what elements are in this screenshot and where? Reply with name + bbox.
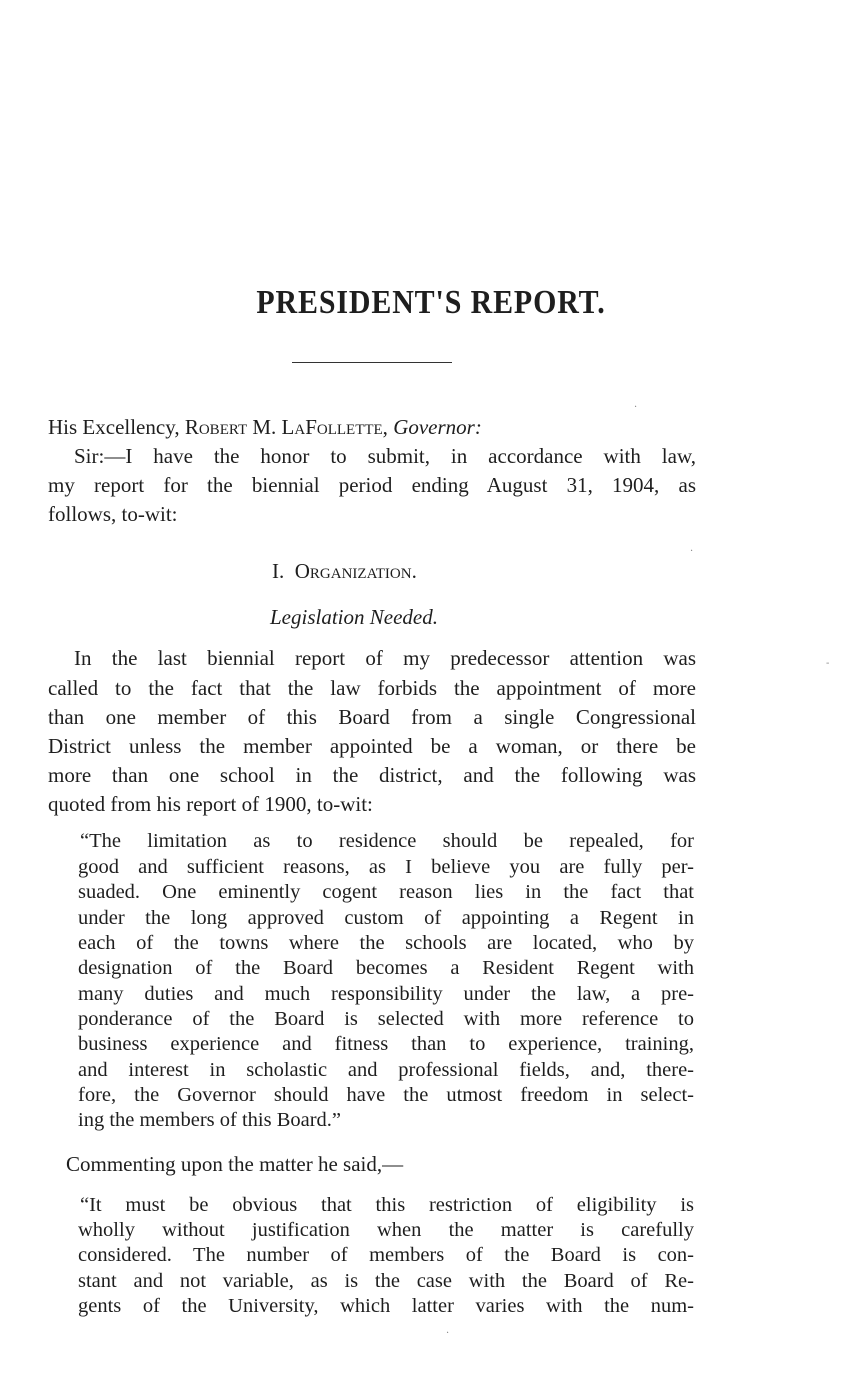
quote-line: designation of the Board becomes a Resident Regent with xyxy=(78,957,694,979)
section-title: Organization. xyxy=(294,559,417,583)
paragraph-line: called to the fact that the law forbids the appointment of more xyxy=(48,676,696,700)
quote-line: considered. The number of members of the Board is con- xyxy=(78,1244,694,1266)
title-rule xyxy=(292,362,452,363)
quote-line: fore, the Governor should have the utmost freedom in select- xyxy=(78,1084,694,1106)
salutation-prefix: His Excellency, xyxy=(48,415,180,439)
quote-line: and interest in scholastic and professional fields, and, there- xyxy=(78,1059,694,1081)
quote-line: each of the towns where the schools are located, who by xyxy=(78,932,694,954)
quote-line: many duties and much responsibility under the law, a pre- xyxy=(78,983,694,1005)
salutation xyxy=(48,414,482,440)
section-number: I. xyxy=(272,559,285,583)
paragraph-line: more than one school in the district, and the following was xyxy=(48,763,696,787)
quote-line: ing the members of this Board.” xyxy=(78,1109,342,1131)
stray-mark: · xyxy=(690,546,694,557)
quote-line: under the long approved custom of appointing a Regent in xyxy=(78,907,694,929)
governor-role: Governor: xyxy=(393,415,482,439)
quote-line: stant and not variable, as is the case with the Board of Re- xyxy=(78,1270,694,1292)
paragraph-line: District unless the member appointed be a woman, or there be xyxy=(48,734,696,758)
paragraph-line: than one member of this Board from a single Congressional xyxy=(48,705,696,729)
quote-line: ponderance of the Board is selected with more reference to xyxy=(78,1008,694,1030)
quote-line: suaded. One eminently cogent reason lies in the fact that xyxy=(78,881,694,903)
report-title: PRESIDENT'S REPORT. xyxy=(256,284,606,321)
intro-line: my report for the biennial period ending August 31, 1904, as xyxy=(48,473,696,497)
quote-line: business experience and fitness than to experience, training, xyxy=(78,1033,694,1055)
quote-line: wholly without justification when the matter is carefully xyxy=(78,1219,694,1241)
stray-mark: · xyxy=(634,402,638,413)
intro-line: Sir:—I have the honor to submit, in accordance with law, xyxy=(74,444,696,468)
stray-mark: - xyxy=(826,658,830,669)
section-heading xyxy=(272,558,417,584)
paragraph-line: In the last biennial report of my predecessor attention was xyxy=(74,646,696,670)
stray-mark: · xyxy=(446,1328,450,1339)
quote-line: good and sufficient reasons, as I believe you are fully per- xyxy=(78,856,694,878)
quote-line: “The limitation as to residence should be repealed, for xyxy=(80,830,694,852)
governor-name: Robert M. LaFollette, xyxy=(184,415,388,439)
commenting-line: Commenting upon the matter he said,— xyxy=(66,1152,404,1176)
quote-line: gents of the University, which latter varies with the num- xyxy=(78,1295,694,1317)
intro-line: follows, to-wit: xyxy=(48,502,178,526)
subsection-heading: Legislation Needed. xyxy=(270,605,438,629)
paragraph-line: quoted from his report of 1900, to-wit: xyxy=(48,792,373,816)
quote-line: “It must be obvious that this restriction of eligibility is xyxy=(80,1194,694,1216)
